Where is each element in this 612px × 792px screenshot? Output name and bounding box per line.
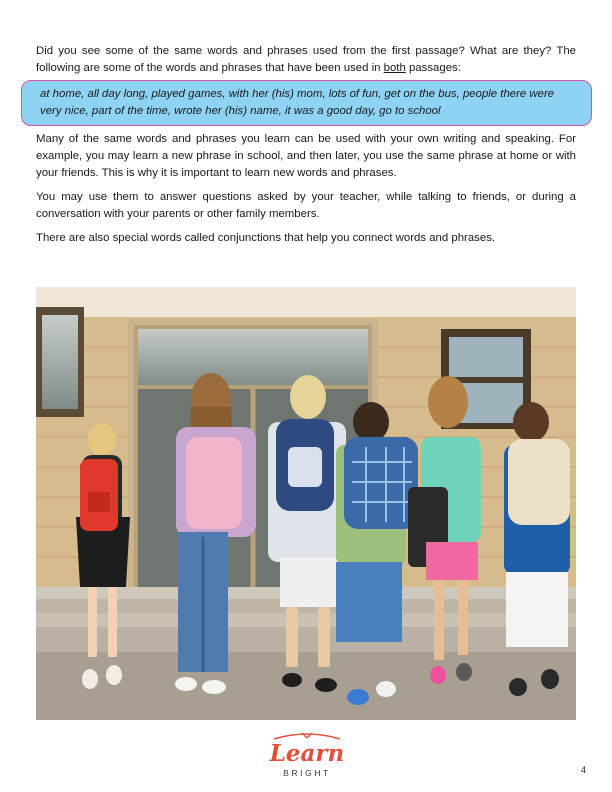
children-walking-to-school-photo xyxy=(36,287,576,720)
phrases-text: at home, all day long, played games, with her (his) mom, lots of fun, get on the bus, people there were very nice, part of the time, wrote her (his) name, it was a good day, go to school xyxy=(40,88,555,117)
body-paragraph-1: Many of the same words and phrases you learn can be used with your own writing and speaking. For example, you may learn a new phrase in school, and then later, you use the same phrase at home or with your friends. This is why it is important to learn new words and phrases. xyxy=(36,133,576,179)
svg-text:Learn: Learn xyxy=(269,740,345,767)
phrases-callout-box xyxy=(21,80,592,126)
svg-text:BRIGHT: BRIGHT xyxy=(283,768,331,778)
body-paragraph-2: You may use them to answer questions asked by your teacher, while talking to friends, or during a conversation with your parents or other family members. xyxy=(36,191,576,220)
emphasis-word: both xyxy=(383,62,406,74)
intro-paragraph: Did you see some of the same words and phrases used from the first passage? What are they? The following are some of the words and phrases that have been used in both passages: xyxy=(36,45,576,74)
learn-bright-logo xyxy=(252,731,362,781)
body-paragraph-3: There are also special words called conjunctions that help you connect words and phrases. xyxy=(36,232,496,244)
page-number: 4 xyxy=(580,765,586,775)
